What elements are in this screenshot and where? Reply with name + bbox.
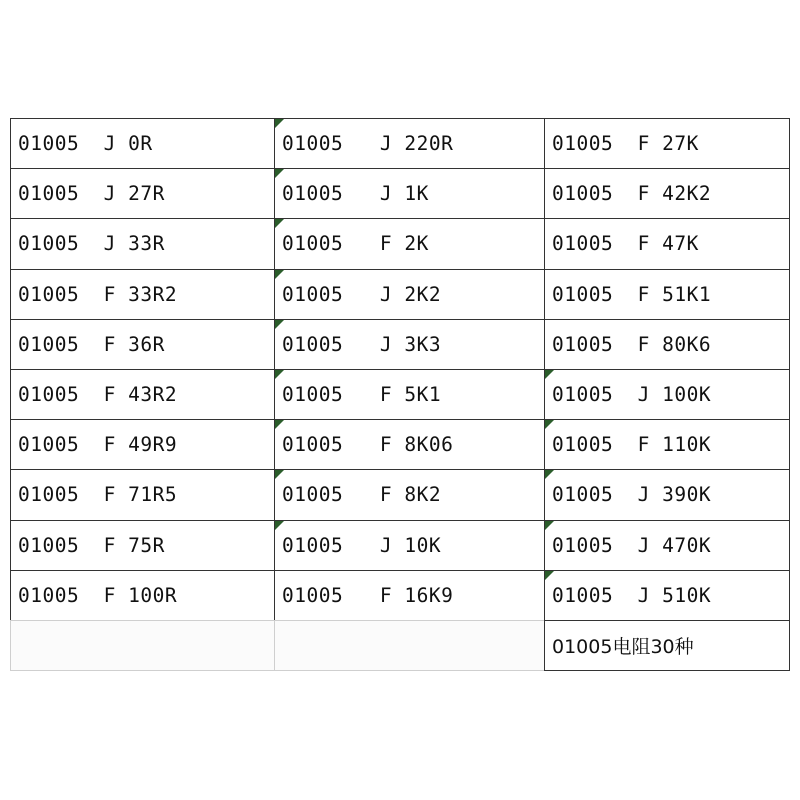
- table-row: [274, 218, 545, 269]
- table-row: [10, 469, 275, 520]
- part-code: 01005 F 42K2: [552, 182, 712, 206]
- part-code: 01005 F 43R2: [18, 383, 178, 407]
- table-row: [10, 218, 275, 269]
- table-row: [544, 469, 790, 520]
- part-code: 01005 F 49R9: [18, 433, 178, 457]
- part-code: 01005 J 33R: [18, 232, 165, 256]
- part-code: 01005 F 80K6: [552, 332, 712, 356]
- table-row: [274, 269, 545, 320]
- table-column-3: [545, 118, 790, 670]
- table-row: [10, 319, 275, 370]
- table-row: [274, 319, 545, 370]
- part-code: 01005 F 5K1: [282, 383, 442, 407]
- part-code: 01005 J 220R: [282, 132, 454, 156]
- table-row: [274, 469, 545, 520]
- part-code: 01005 J 470K: [552, 533, 712, 557]
- part-code: 01005 J 3K3: [282, 332, 442, 356]
- part-code: 01005 F 51K1: [552, 282, 712, 306]
- table-row: [274, 369, 545, 420]
- summary-cell: [544, 620, 790, 671]
- part-code: 01005 F 16K9: [282, 583, 454, 607]
- table-column-1: [10, 118, 275, 670]
- summary-label: 01005电阻30种: [552, 635, 694, 658]
- table-row: [544, 168, 790, 219]
- part-code: 01005 F 36R: [18, 332, 165, 356]
- table-row: [544, 369, 790, 420]
- table-row: [544, 570, 790, 621]
- part-code: 01005 J 100K: [552, 383, 712, 407]
- part-code: 01005 F 8K06: [282, 433, 454, 457]
- part-code: 01005 F 33R2: [18, 282, 178, 306]
- part-code: 01005 F 47K: [552, 232, 699, 256]
- part-code: 01005 F 27K: [552, 132, 699, 156]
- table-row: [544, 419, 790, 470]
- part-code: 01005 F 75R: [18, 533, 165, 557]
- table-row: [10, 520, 275, 571]
- table-row: [274, 419, 545, 470]
- table-row: [274, 520, 545, 571]
- table-column-2: [275, 118, 545, 670]
- part-code: 01005 F 110K: [552, 433, 712, 457]
- table-row: [274, 118, 545, 169]
- table-row: [544, 520, 790, 571]
- table-row: [10, 369, 275, 420]
- part-code: 01005 J 27R: [18, 182, 165, 206]
- table-columns: [10, 118, 790, 670]
- part-code: 01005 F 71R5: [18, 483, 178, 507]
- table-row: [274, 570, 545, 621]
- parts-list-table: [10, 118, 790, 680]
- part-code: 01005 J 510K: [552, 583, 712, 607]
- table-row: [544, 269, 790, 320]
- part-code: 01005 J 1K: [282, 182, 429, 206]
- part-code: 01005 J 0R: [18, 132, 153, 156]
- part-code: 01005 F 100R: [18, 583, 178, 607]
- table-row-empty: [274, 620, 545, 671]
- table-row-empty: [10, 620, 275, 671]
- table-row: [10, 168, 275, 219]
- table-row: [544, 319, 790, 370]
- part-code: 01005 J 2K2: [282, 282, 442, 306]
- table-row: [544, 218, 790, 269]
- part-code: 01005 F 8K2: [282, 483, 442, 507]
- table-row: [10, 419, 275, 470]
- part-code: 01005 J 10K: [282, 533, 442, 557]
- part-code: 01005 J 390K: [552, 483, 712, 507]
- table-row: [10, 269, 275, 320]
- table-row: [274, 168, 545, 219]
- table-row: [544, 118, 790, 169]
- table-row: [10, 118, 275, 169]
- table-row: [10, 570, 275, 621]
- part-code: 01005 F 2K: [282, 232, 429, 256]
